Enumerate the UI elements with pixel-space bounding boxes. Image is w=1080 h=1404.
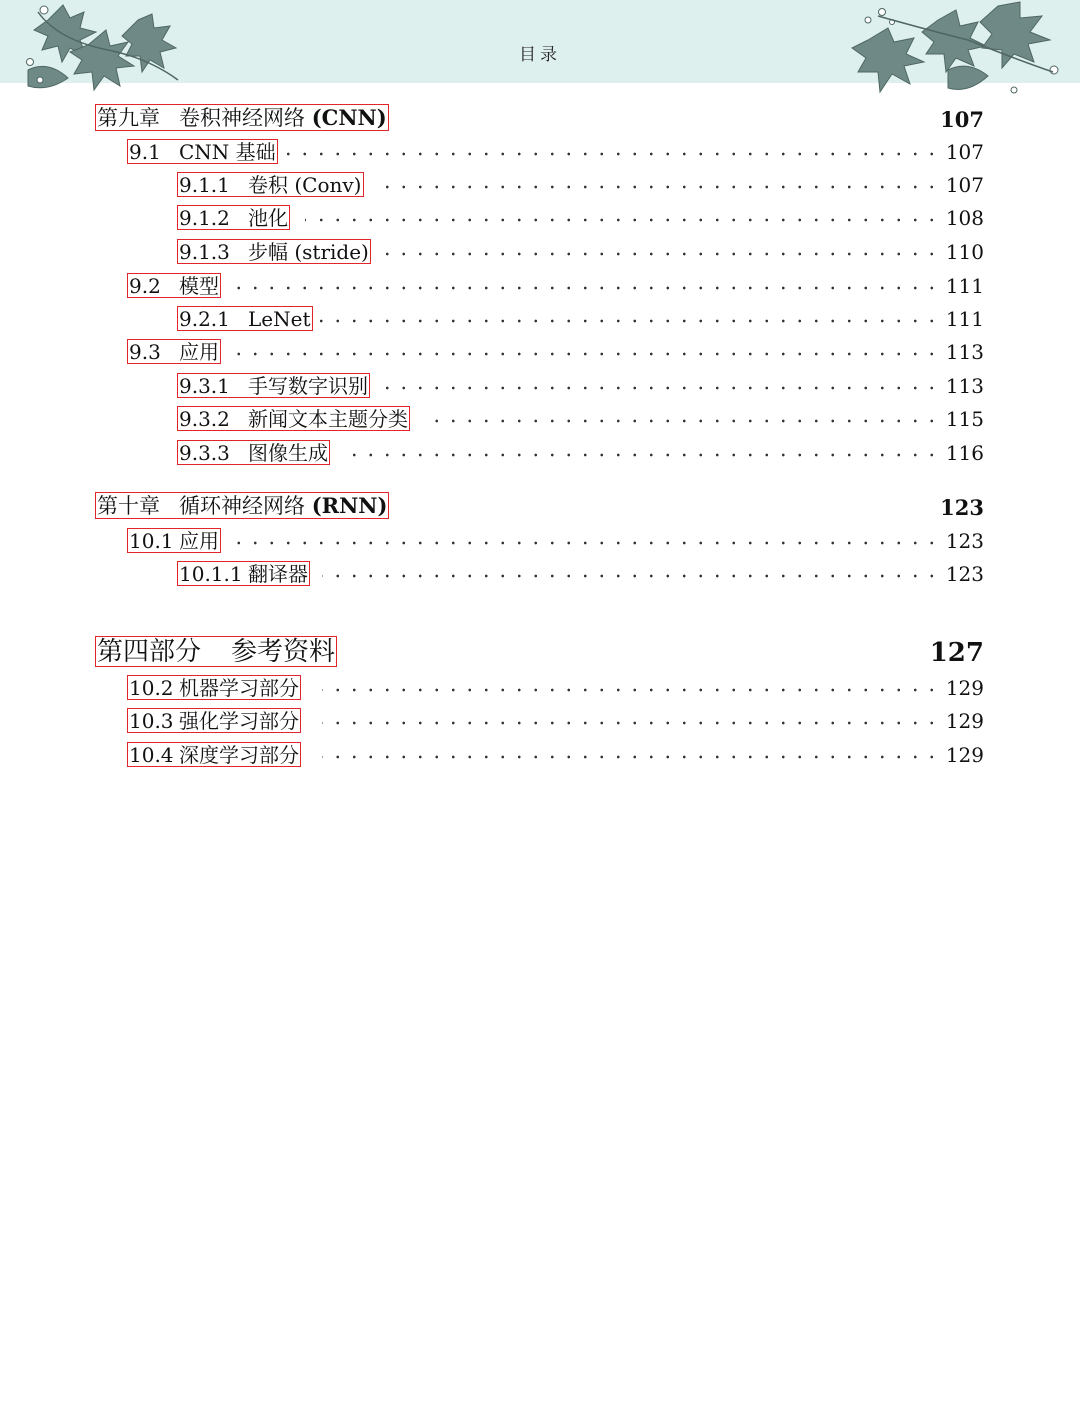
toc-chapter-10-link[interactable] <box>95 492 389 519</box>
page-number: 107 <box>945 173 984 197</box>
page-number: 127 <box>929 638 984 668</box>
chapter-number: 第十章 <box>97 494 160 518</box>
toc-subsection-link[interactable] <box>177 561 310 586</box>
page-number: 115 <box>945 407 984 431</box>
header-title: 目录 <box>519 45 561 65</box>
toc-subsection-link[interactable] <box>177 172 364 197</box>
toc-part-4-link[interactable] <box>95 636 337 667</box>
dot-leader <box>380 185 940 189</box>
section-title: 强化学习部分 <box>179 709 299 733</box>
subsection-title: 翻译器 <box>248 562 308 586</box>
dot-leader <box>380 252 940 256</box>
page-number: 107 <box>940 107 984 132</box>
subsection-number: 9.1.2 <box>179 206 230 230</box>
toc-section-link[interactable] <box>127 273 221 298</box>
part-title: 参考资料 <box>231 637 336 667</box>
part-number: 第四部分 <box>97 637 202 667</box>
section-number: 10.3 <box>129 709 174 733</box>
chapter-title-latin: (CNN) <box>311 105 387 130</box>
dot-leader <box>310 319 940 323</box>
chapter-title-latin: (RNN) <box>311 493 388 518</box>
dot-leader <box>322 721 940 725</box>
toc-section-link[interactable] <box>127 708 301 733</box>
subsection-number: 9.3.2 <box>179 407 230 431</box>
page-number: 116 <box>945 441 984 465</box>
subsection-title: 新闻文本主题分类 <box>248 407 408 431</box>
page-number: 113 <box>945 374 984 398</box>
section-number: 10.2 <box>129 676 174 700</box>
toc-section-link[interactable] <box>127 675 301 700</box>
chapter-title: 循环神经网络 <box>179 494 305 518</box>
subsection-title: 池化 <box>248 206 288 230</box>
section-title: 深度学习部分 <box>179 743 299 767</box>
dot-leader <box>305 218 940 222</box>
section-number: 10.4 <box>129 743 174 767</box>
page-number: 111 <box>945 274 984 298</box>
toc-subsection-link[interactable] <box>177 306 313 331</box>
page-number: 129 <box>945 743 984 767</box>
toc-section-link[interactable] <box>127 528 221 553</box>
dot-leader <box>322 688 940 692</box>
subsection-number: 10.1.1 <box>179 562 243 586</box>
dot-leader <box>428 419 940 423</box>
page-number: 111 <box>945 307 984 331</box>
section-title: 机器学习部分 <box>179 676 299 700</box>
page-number: 129 <box>945 676 984 700</box>
toc-subsection-link[interactable] <box>177 440 330 465</box>
dot-leader <box>278 152 940 156</box>
subsection-number: 9.1.3 <box>179 240 230 264</box>
subsection-title: 卷积 (Conv) <box>248 173 362 197</box>
toc-subsection-link[interactable] <box>177 373 370 398</box>
toc-section-link[interactable] <box>127 139 278 164</box>
toc-subsection-link[interactable] <box>177 239 371 264</box>
page-number: 107 <box>945 140 984 164</box>
section-number: 9.1 <box>129 140 161 164</box>
subsection-title: 图像生成 <box>248 441 328 465</box>
dot-leader <box>228 352 940 356</box>
subsection-title: 手写数字识别 <box>248 374 368 398</box>
subsection-title: 步幅 (stride) <box>248 240 369 264</box>
dot-leader <box>322 755 940 759</box>
toc-subsection-link[interactable] <box>177 205 290 230</box>
subsection-number: 9.2.1 <box>179 307 230 331</box>
subsection-number: 9.3.3 <box>179 441 230 465</box>
page-number: 123 <box>945 562 984 586</box>
toc-section-link[interactable] <box>127 742 301 767</box>
section-number: 9.2 <box>129 274 161 298</box>
dot-leader <box>322 574 940 578</box>
subsection-title: LeNet <box>248 307 311 331</box>
page-number: 129 <box>945 709 984 733</box>
section-title: 应用 <box>179 340 219 364</box>
subsection-number: 9.1.1 <box>179 173 230 197</box>
section-number: 9.3 <box>129 340 161 364</box>
page-number: 123 <box>940 495 984 520</box>
section-title: 模型 <box>179 274 219 298</box>
section-title: 应用 <box>179 529 219 553</box>
dot-leader <box>380 386 940 390</box>
subsection-number: 9.3.1 <box>179 374 230 398</box>
toc-chapter-9-link[interactable] <box>95 104 389 131</box>
page-number: 108 <box>945 206 984 230</box>
page-number: 113 <box>945 340 984 364</box>
dot-leader <box>228 541 940 545</box>
section-number: 10.1 <box>129 529 174 553</box>
toc-subsection-link[interactable] <box>177 406 410 431</box>
page-number: 110 <box>945 240 984 264</box>
dot-leader <box>340 453 940 457</box>
section-title: CNN 基础 <box>179 140 276 164</box>
page-number: 123 <box>945 529 984 553</box>
dot-leader <box>228 286 940 290</box>
chapter-number: 第九章 <box>97 106 160 130</box>
toc-section-link[interactable] <box>127 339 221 364</box>
chapter-title: 卷积神经网络 <box>179 106 305 130</box>
